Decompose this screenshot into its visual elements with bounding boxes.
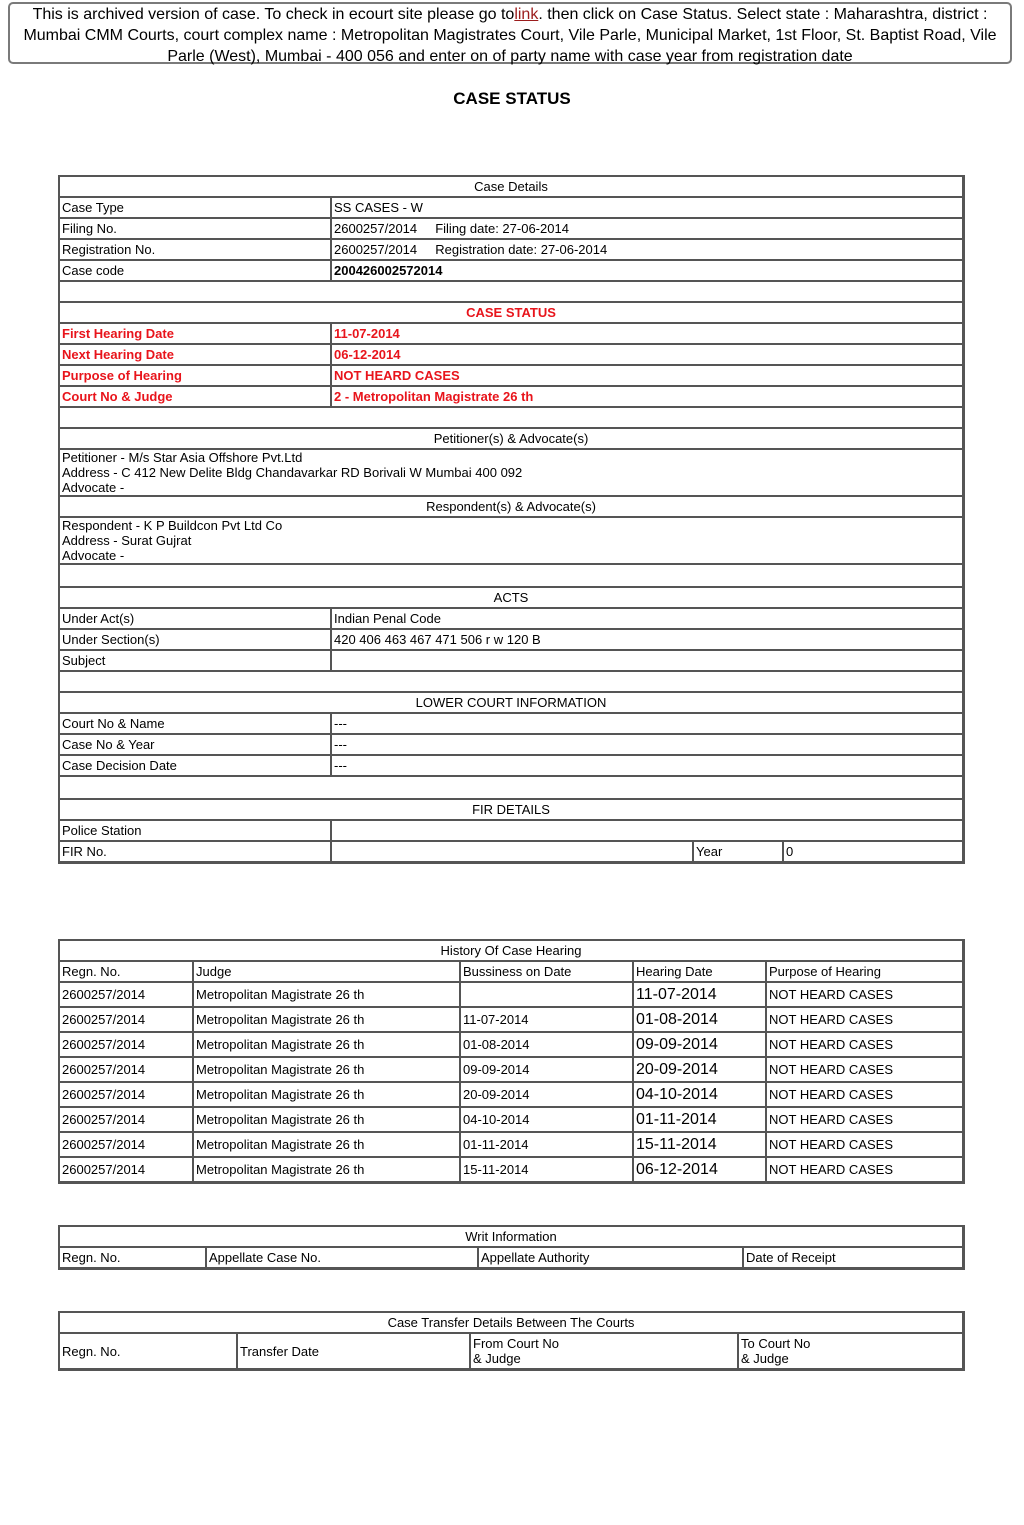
from-court-line1: From Court No bbox=[473, 1336, 559, 1351]
regn-no-cell: 2600257/2014 bbox=[59, 982, 193, 1007]
to-court-line1: To Court No bbox=[741, 1336, 811, 1351]
row-purpose bbox=[59, 365, 963, 386]
row-police-station bbox=[59, 820, 963, 841]
section-header-acts bbox=[59, 587, 963, 608]
purpose-cell: NOT HEARD CASES bbox=[766, 1132, 963, 1157]
table-row bbox=[59, 1157, 963, 1182]
judge-cell: Metropolitan Magistrate 26 th bbox=[193, 1132, 460, 1157]
judge-cell: Metropolitan Magistrate 26 th bbox=[193, 1082, 460, 1107]
registration-no-label: Registration No. bbox=[59, 239, 331, 260]
table-row bbox=[59, 1132, 963, 1157]
purpose-cell: NOT HEARD CASES bbox=[766, 1157, 963, 1182]
section-header-transfer bbox=[59, 1312, 963, 1333]
section-header-case-details bbox=[59, 176, 963, 197]
col-to-court bbox=[738, 1333, 963, 1369]
case-details-heading: Case Details bbox=[59, 176, 963, 197]
judge-cell: Metropolitan Magistrate 26 th bbox=[193, 1057, 460, 1082]
judge-cell: Metropolitan Magistrate 26 th bbox=[193, 982, 460, 1007]
row-respondent bbox=[59, 517, 963, 564]
regn-no-cell: 2600257/2014 bbox=[59, 1032, 193, 1057]
under-acts-label: Under Act(s) bbox=[59, 608, 331, 629]
spacer-cell bbox=[59, 281, 963, 302]
decision-date-value: --- bbox=[331, 755, 963, 776]
row-under-acts bbox=[59, 608, 963, 629]
section-header-petitioner bbox=[59, 428, 963, 449]
transfer-heading: Case Transfer Details Between The Courts bbox=[59, 1312, 963, 1333]
judge-cell: Metropolitan Magistrate 26 th bbox=[193, 1157, 460, 1182]
col-date-of-receipt: Date of Receipt bbox=[743, 1247, 963, 1268]
table-row bbox=[59, 982, 963, 1007]
row-lower-court-name bbox=[59, 713, 963, 734]
ecourt-link[interactable]: link bbox=[514, 6, 539, 23]
judge-cell: Metropolitan Magistrate 26 th bbox=[193, 1032, 460, 1057]
row-case-type bbox=[59, 197, 963, 218]
history-heading: History Of Case Hearing bbox=[59, 940, 963, 961]
spacer-row bbox=[59, 564, 963, 587]
purpose-cell: NOT HEARD CASES bbox=[766, 1057, 963, 1082]
row-fir-no bbox=[59, 841, 963, 862]
col-regn-no: Regn. No. bbox=[59, 1333, 237, 1369]
acts-heading: ACTS bbox=[59, 587, 963, 608]
section-header-respondent bbox=[59, 496, 963, 517]
hearing-date-link[interactable]: 15-11-2014 bbox=[633, 1132, 766, 1157]
notice-text-before: This is archived version of case. To check in ecourt site please go to bbox=[32, 6, 515, 23]
col-business-date: Bussiness on Date bbox=[460, 961, 633, 982]
col-judge: Judge bbox=[193, 961, 460, 982]
to-court-line2: & Judge bbox=[741, 1351, 789, 1366]
next-hearing-value: 06-12-2014 bbox=[331, 344, 963, 365]
business-date-cell: 15-11-2014 bbox=[460, 1157, 633, 1182]
first-hearing-value: 11-07-2014 bbox=[331, 323, 963, 344]
table-row bbox=[59, 1007, 963, 1032]
business-date-cell: 04-10-2014 bbox=[460, 1107, 633, 1132]
respondent-advocate: Advocate - bbox=[62, 548, 125, 563]
police-station-value bbox=[331, 820, 963, 841]
spacer-cell bbox=[59, 776, 963, 799]
spacer-cell bbox=[59, 671, 963, 692]
section-header-fir bbox=[59, 799, 963, 820]
writ-info-table bbox=[58, 1225, 965, 1270]
lower-court-heading: LOWER COURT INFORMATION bbox=[59, 692, 963, 713]
lower-case-year-label: Case No & Year bbox=[59, 734, 331, 755]
table-row bbox=[59, 1107, 963, 1132]
lower-case-year-value: --- bbox=[331, 734, 963, 755]
fir-year-value: 0 bbox=[783, 841, 963, 862]
lower-court-name-label: Court No & Name bbox=[59, 713, 331, 734]
row-lower-case-year bbox=[59, 734, 963, 755]
regn-no-cell: 2600257/2014 bbox=[59, 1082, 193, 1107]
fir-year-label: Year bbox=[693, 841, 783, 862]
under-sections-label: Under Section(s) bbox=[59, 629, 331, 650]
row-registration-no bbox=[59, 239, 963, 260]
row-case-code bbox=[59, 260, 963, 281]
col-transfer-date: Transfer Date bbox=[237, 1333, 470, 1369]
hearing-date-link[interactable]: 11-07-2014 bbox=[633, 982, 766, 1007]
registration-date-value: Registration date: 27-06-2014 bbox=[435, 242, 608, 257]
judge-cell: Metropolitan Magistrate 26 th bbox=[193, 1007, 460, 1032]
spacer-cell bbox=[59, 407, 963, 428]
petitioner-advocate: Advocate - bbox=[62, 480, 125, 495]
purpose-cell: NOT HEARD CASES bbox=[766, 1007, 963, 1032]
purpose-label: Purpose of Hearing bbox=[59, 365, 331, 386]
col-appellate-case-no: Appellate Case No. bbox=[206, 1247, 478, 1268]
archive-notice bbox=[8, 2, 1012, 64]
respondent-address: Address - Surat Gujrat bbox=[62, 533, 192, 548]
respondent-name: Respondent - K P Buildcon Pvt Ltd Co bbox=[62, 518, 283, 533]
spacer-row bbox=[59, 776, 963, 799]
regn-no-cell: 2600257/2014 bbox=[59, 1157, 193, 1182]
fir-heading: FIR DETAILS bbox=[59, 799, 963, 820]
col-hearing-date: Hearing Date bbox=[633, 961, 766, 982]
court-judge-label: Court No & Judge bbox=[59, 386, 331, 407]
row-next-hearing bbox=[59, 344, 963, 365]
table-row bbox=[59, 1032, 963, 1057]
fir-no-label: FIR No. bbox=[59, 841, 331, 862]
court-judge-value: 2 - Metropolitan Magistrate 26 th bbox=[331, 386, 963, 407]
decision-date-label: Case Decision Date bbox=[59, 755, 331, 776]
regn-no-cell: 2600257/2014 bbox=[59, 1007, 193, 1032]
hearing-date-link[interactable]: 01-11-2014 bbox=[633, 1107, 766, 1132]
case-code-value: 200426002572014 bbox=[331, 260, 963, 281]
section-header-lower-court bbox=[59, 692, 963, 713]
regn-no-cell: 2600257/2014 bbox=[59, 1107, 193, 1132]
transfer-header-row bbox=[59, 1333, 963, 1369]
business-date-cell: 01-11-2014 bbox=[460, 1132, 633, 1157]
col-purpose: Purpose of Hearing bbox=[766, 961, 963, 982]
petitioner-address: Address - C 412 New Delite Bldg Chandavarkar RD Borivali W Mumbai 400 092 bbox=[62, 465, 523, 480]
business-date-cell: 11-07-2014 bbox=[460, 1007, 633, 1032]
spacer-cell bbox=[59, 564, 963, 587]
petitioner-cell bbox=[59, 449, 963, 496]
purpose-cell: NOT HEARD CASES bbox=[766, 982, 963, 1007]
registration-no-cell bbox=[331, 239, 963, 260]
row-filing-no bbox=[59, 218, 963, 239]
col-from-court bbox=[470, 1333, 738, 1369]
page-title: CASE STATUS bbox=[453, 89, 571, 108]
section-header-writ bbox=[59, 1226, 963, 1247]
under-sections-value: 420 406 463 467 471 506 r w 120 B bbox=[331, 629, 963, 650]
filing-date-value: Filing date: 27-06-2014 bbox=[435, 221, 569, 236]
spacer-row bbox=[59, 281, 963, 302]
subject-label: Subject bbox=[59, 650, 331, 671]
from-court-line2: & Judge bbox=[473, 1351, 521, 1366]
purpose-cell: NOT HEARD CASES bbox=[766, 1032, 963, 1057]
case-transfer-table bbox=[58, 1311, 965, 1371]
case-code-label: Case code bbox=[59, 260, 331, 281]
respondent-cell bbox=[59, 517, 963, 564]
row-decision-date bbox=[59, 755, 963, 776]
row-court-judge bbox=[59, 386, 963, 407]
under-acts-value: Indian Penal Code bbox=[331, 608, 963, 629]
next-hearing-label: Next Hearing Date bbox=[59, 344, 331, 365]
hearing-date-link[interactable]: 04-10-2014 bbox=[633, 1082, 766, 1107]
petitioner-heading: Petitioner(s) & Advocate(s) bbox=[59, 428, 963, 449]
business-date-cell bbox=[460, 982, 633, 1007]
row-subject bbox=[59, 650, 963, 671]
section-header-case-status bbox=[59, 302, 963, 323]
purpose-value: NOT HEARD CASES bbox=[331, 365, 963, 386]
subject-value bbox=[331, 650, 963, 671]
section-header-history bbox=[59, 940, 963, 961]
case-type-value: SS CASES - W bbox=[331, 197, 963, 218]
filing-no-value: 2600257/2014 bbox=[334, 221, 418, 236]
col-regn-no: Regn. No. bbox=[59, 1247, 206, 1268]
case-details-table bbox=[58, 175, 965, 864]
lower-court-name-value: --- bbox=[331, 713, 963, 734]
hearing-history-table bbox=[58, 939, 965, 1184]
respondent-heading: Respondent(s) & Advocate(s) bbox=[59, 496, 963, 517]
spacer-row bbox=[59, 407, 963, 428]
col-appellate-authority: Appellate Authority bbox=[478, 1247, 743, 1268]
notice-text-after: . then click on Case Status. Select state : Maharashtra, district : Mumbai CMM Courts, court complex name : Metropolitan Magistrates Court, Vile Parle, Municipal Market, 1st Floor, St. Baptist Road, Vile Parle (West), Mumbai - 400 056 and enter on of party name with case year from registration date bbox=[23, 6, 997, 65]
police-station-label: Police Station bbox=[59, 820, 331, 841]
hearing-date-link[interactable]: 20-09-2014 bbox=[633, 1057, 766, 1082]
fir-no-value bbox=[331, 841, 693, 862]
writ-heading: Writ Information bbox=[59, 1226, 963, 1247]
table-row bbox=[59, 1082, 963, 1107]
filing-no-cell bbox=[331, 218, 963, 239]
business-date-cell: 09-09-2014 bbox=[460, 1057, 633, 1082]
purpose-cell: NOT HEARD CASES bbox=[766, 1082, 963, 1107]
row-under-sections bbox=[59, 629, 963, 650]
judge-cell: Metropolitan Magistrate 26 th bbox=[193, 1107, 460, 1132]
spacer-row bbox=[59, 671, 963, 692]
row-first-hearing bbox=[59, 323, 963, 344]
row-petitioner bbox=[59, 449, 963, 496]
filing-no-label: Filing No. bbox=[59, 218, 331, 239]
purpose-cell: NOT HEARD CASES bbox=[766, 1107, 963, 1132]
business-date-cell: 20-09-2014 bbox=[460, 1082, 633, 1107]
hearing-date-link[interactable]: 09-09-2014 bbox=[633, 1032, 766, 1057]
col-regn-no: Regn. No. bbox=[59, 961, 193, 982]
table-row bbox=[59, 1057, 963, 1082]
registration-no-value: 2600257/2014 bbox=[334, 242, 418, 257]
case-status-heading: CASE STATUS bbox=[59, 302, 963, 323]
hearing-date-link[interactable]: 01-08-2014 bbox=[633, 1007, 766, 1032]
regn-no-cell: 2600257/2014 bbox=[59, 1132, 193, 1157]
petitioner-name: Petitioner - M/s Star Asia Offshore Pvt.Ltd bbox=[62, 450, 303, 465]
first-hearing-label: First Hearing Date bbox=[59, 323, 331, 344]
business-date-cell: 01-08-2014 bbox=[460, 1032, 633, 1057]
case-type-label: Case Type bbox=[59, 197, 331, 218]
regn-no-cell: 2600257/2014 bbox=[59, 1057, 193, 1082]
history-header-row bbox=[59, 961, 963, 982]
writ-header-row bbox=[59, 1247, 963, 1268]
hearing-date-link[interactable]: 06-12-2014 bbox=[633, 1157, 766, 1182]
